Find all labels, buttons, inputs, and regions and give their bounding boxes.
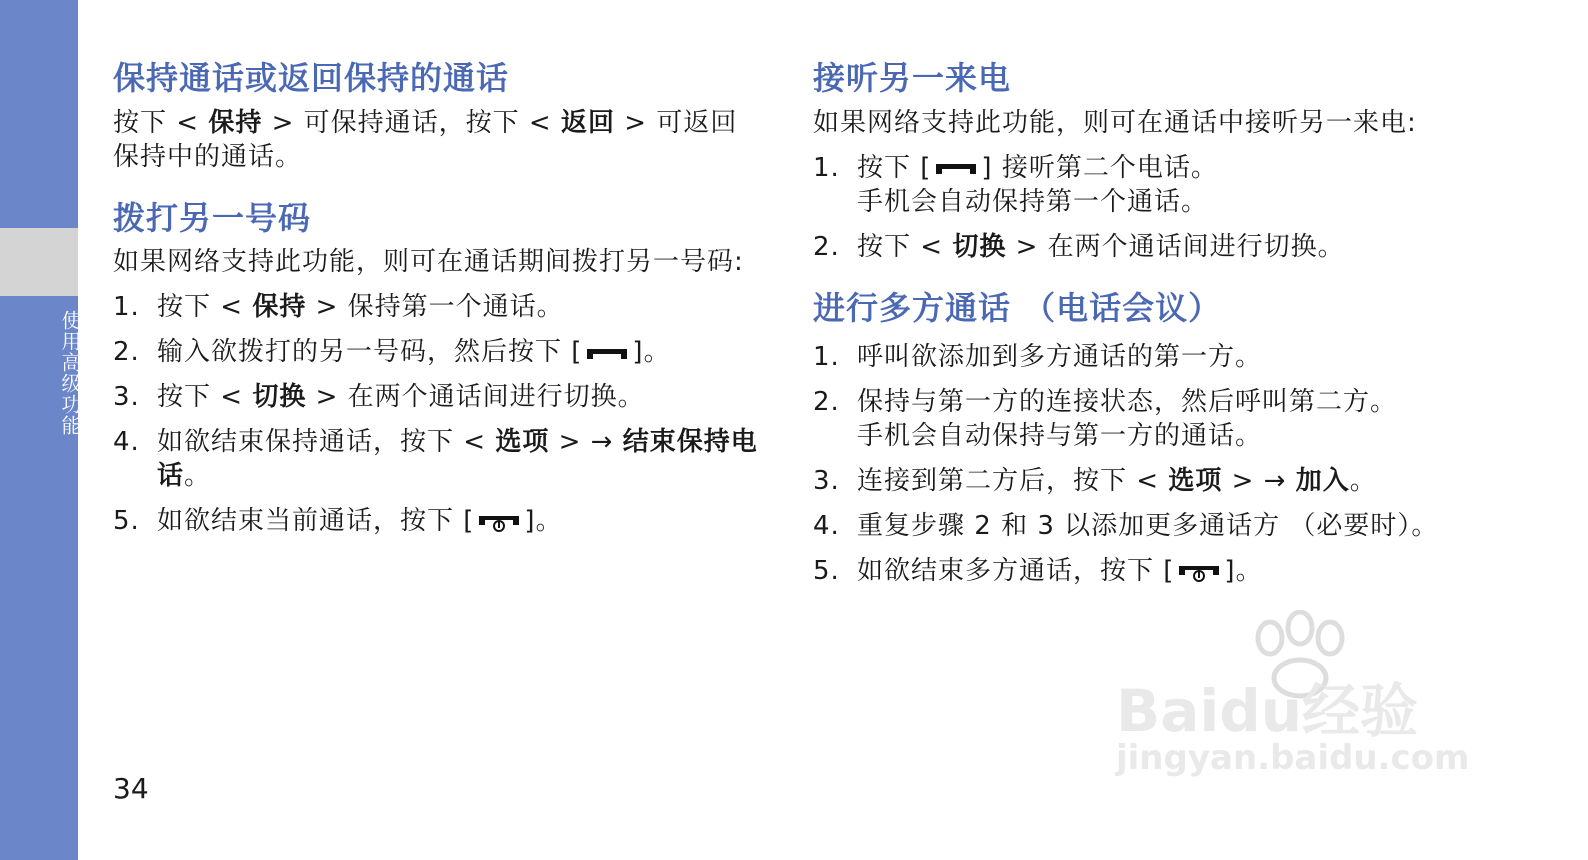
list-item: 5. 如欲结束多方通话，按下 [ ]。 (813, 556, 1263, 587)
list-item: 2. 保持与第一方的连接状态，然后呼叫第二方。 手机会自动保持与第一方的通话。 (813, 387, 1398, 452)
list-item: 1. 按下 [ ] 接听第二个电话。 手机会自动保持第一个通话。 (813, 152, 1218, 217)
second-call-steps (113, 290, 763, 538)
heading-answer-call: 接听另一来电 (813, 59, 1012, 97)
side-tab-bar (0, 0, 82, 860)
list-item: 2. 按下 < 切换 > 在两个通话间进行切换。 (813, 231, 1345, 262)
heading-multiparty: 进行多方通话 （电话会议） (813, 288, 1222, 327)
section-hold-call (113, 58, 763, 174)
list-item: 1. 按下 < 保持 > 保持第一个通话。 (113, 292, 564, 323)
baidu-watermark (1110, 610, 1490, 790)
heading-second-call: 拨打另一号码 (113, 198, 312, 237)
step-note: 手机会自动保持与第一方的通话。 (857, 421, 1263, 452)
chapter-label: 使用高级功能 (58, 310, 82, 436)
list-item: 1. 呼叫欲添加到多方通话的第一方。 (813, 342, 1263, 373)
list-item: 4. 重复步骤 2 和 3 以添加更多通话方 （必要时）。 (813, 511, 1439, 542)
hold-call-paragraph: 按下 < 保持 > 可保持通话，按下 < 返回 > 可返回保持中的通话。 (113, 107, 738, 172)
list-item: 3. 连接到第二方后，按下 < 选项 > → 加入。 (813, 466, 1377, 497)
list-item: 2. 输入欲拨打的另一号码，然后按下 [ ]。 (113, 337, 671, 368)
section-answer-call (813, 58, 1453, 264)
side-tab-marker (0, 228, 78, 296)
call-send-key-icon (584, 343, 630, 363)
call-send-key-icon (933, 158, 979, 178)
section-multiparty (813, 288, 1453, 589)
section-second-call (113, 198, 763, 539)
answer-call-steps (813, 151, 1453, 264)
list-item: 3. 按下 < 切换 > 在两个通话间进行切换。 (113, 382, 645, 413)
list-item: 5. 如欲结束当前通话，按下 [ ]。 (113, 506, 563, 537)
heading-hold-call: 保持通话或返回保持的通话 (113, 59, 510, 97)
multiparty-steps (813, 340, 1453, 588)
call-end-key-icon (476, 511, 522, 533)
second-call-intro: 如果网络支持此功能，则可在通话期间拨打另一号码: (113, 247, 744, 278)
list-item: 4. 如欲结束保持通话，按下 < 选项 > → 结束保持电话。 (113, 427, 758, 492)
call-end-key-icon (1176, 561, 1222, 583)
page-number: 34 (113, 772, 149, 805)
watermark-url: jingyan.baidu.com (1116, 738, 1470, 778)
answer-call-intro: 如果网络支持此功能，则可在通话中接听另一来电: (813, 107, 1417, 138)
watermark-logo-text: Baidu经验 (1116, 677, 1419, 745)
left-column (113, 58, 763, 538)
right-column (813, 58, 1453, 588)
step-note: 手机会自动保持第一个通话。 (857, 186, 1209, 217)
